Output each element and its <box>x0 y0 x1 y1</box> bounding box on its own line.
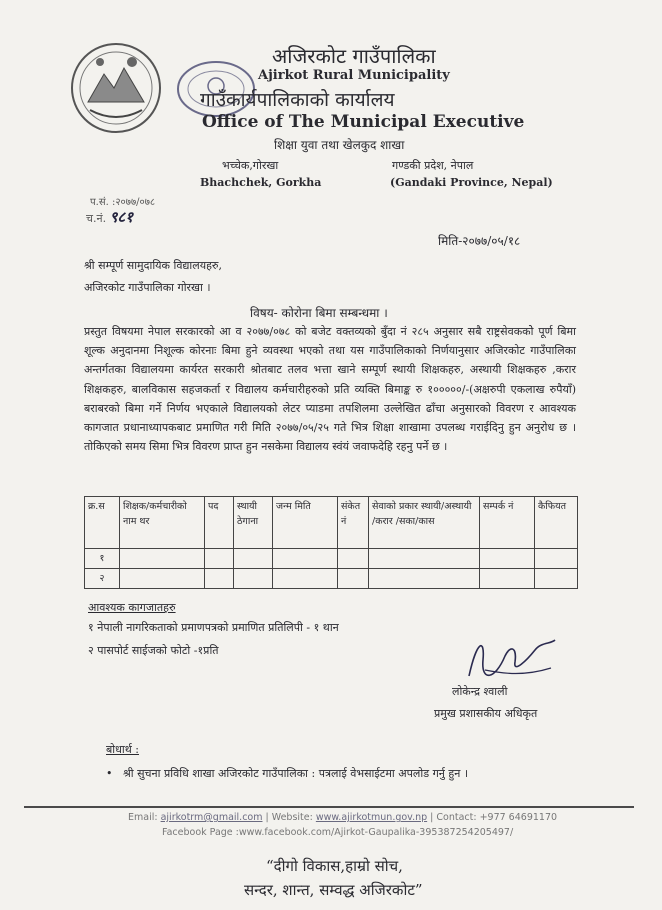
bullet-icon: • <box>106 767 120 780</box>
dispatch-value: ९८१ <box>109 208 133 226</box>
cc-item-text: श्री सुचना प्रविधि शाखा अजिरकोट गाउँपालिका : पत्रलाई वेभसाईटमा अपलोड गर्नु हुन । <box>122 767 468 780</box>
table-cell <box>369 569 480 589</box>
signatory-name: लोकेन्द्र श्वाली <box>452 685 508 698</box>
table-cell <box>205 549 234 569</box>
table-header-cell: संकेत नं <box>338 497 369 549</box>
addressee-line-2: अजिरकोट गाउँपालिका गोरखा । <box>84 281 211 294</box>
table-row <box>85 549 578 569</box>
table-header-cell: जन्म मिति <box>273 497 338 549</box>
municipality-name-en: Ajirkot Rural Municipality <box>258 68 450 83</box>
addressee-line-1: श्री सम्पूर्ण सामुदायिक विद्यालयहरु, <box>84 259 222 272</box>
table-cell <box>338 569 369 589</box>
requirement-item: १ नेपाली नागरिकताको प्रमाणपत्रको प्रमाणित प्रतिलिपी - १ थान <box>88 621 339 634</box>
province-en: (Gandaki Province, Nepal) <box>390 176 553 189</box>
table-header-cell: सम्पर्क नं <box>480 497 535 549</box>
table-header-cell: पद <box>205 497 234 549</box>
table-cell <box>535 569 578 589</box>
location-en: Bhachchek, Gorkha <box>200 176 322 189</box>
department-name: शिक्षा युवा तथा खेलकुद शाखा <box>274 138 405 152</box>
slogan-line-1: “दीगो विकास,हाम्रो सोच, <box>266 857 403 875</box>
table-cell <box>480 569 535 589</box>
dispatch-label: च.नं. <box>86 212 107 225</box>
letter-date: मिति-२०७७/०५/१८ <box>438 234 521 248</box>
municipality-name-np: अजिरकोट गाउँपालिका <box>272 44 436 68</box>
table-cell <box>369 549 480 569</box>
table-header-cell: क्र.स <box>85 497 120 549</box>
location-np: भच्चेक,गोरखा <box>222 159 279 172</box>
signatory-designation: प्रमुख प्रशासकीय अधिकृत <box>434 707 538 720</box>
table-row <box>85 569 578 589</box>
handwritten-signature-icon <box>455 630 565 690</box>
requirement-item: २ पासपोर्ट साईजको फोटो -१प्रति <box>88 644 219 657</box>
table-cell <box>480 549 535 569</box>
cc-item <box>106 766 468 781</box>
website-link[interactable]: www.ajirkotmun.gov.np <box>315 812 428 823</box>
cc-title: बोधार्थ : <box>106 743 139 756</box>
table-cell <box>234 569 273 589</box>
dispatch-number <box>86 207 133 227</box>
table-cell <box>535 549 578 569</box>
details-table <box>84 496 578 589</box>
email-label: Email: <box>128 812 158 823</box>
table-header-cell: कैफियत <box>535 497 578 549</box>
footer-contact-line <box>128 812 557 823</box>
website-label: | Website: <box>265 812 313 823</box>
table-cell <box>273 549 338 569</box>
table-cell <box>120 549 205 569</box>
contact-text: | Contact: +977 64691170 <box>430 812 558 823</box>
facebook-link[interactable]: Facebook Page :www.facebook.com/Ajirkot-Gaupalika-395387254205497/ <box>162 827 514 838</box>
slogan-line-2: सन्दर, शान्त, सम्वद्ध अजिरकोट” <box>244 881 423 899</box>
table-cell: १ <box>85 549 120 569</box>
table-cell <box>273 569 338 589</box>
table-header-cell: स्थायी ठेगाना <box>234 497 273 549</box>
table-header-cell: सेवाको प्रकार स्थायी/अस्थायी /करार /सका/कास <box>369 497 480 549</box>
letter-reference-number: प.सं. :२०७७/०७८ <box>90 197 156 208</box>
table-cell <box>205 569 234 589</box>
office-name-en: Office of The Municipal Executive <box>202 112 525 132</box>
email-link[interactable]: ajirkotrm@gmail.com <box>160 812 263 823</box>
letter-body: प्रस्तुत विषयमा नेपाल सरकारको आ व २०७७/०७८ को बजेट वक्तव्यको बुँदा नं २८५ अनुसार सबै राष्ट्रसेवककोे पूर्ण बिमा शूल्क अनुदानमा निशूल्क कोरनाः बिमा हुने व्यवस्था भएको तथा यस गाउँपालिकाको निर्णयानुसार अजिरकोट गाउँपालिका अन्तर्गतका विद्यालयमा कार्यरत सरकारी श्रोतबाट तलव भत्ता खाने सम्पूर्ण स्थायी शिक्षकहरु, अस्थायी शिक्षकहरु ,करार शिक्षकहरु, बालविकास सहजकर्ता र विद्यालय कर्मचारीहरुको प्रति व्यक्ति बिमाङ्क रु १०००००/-(अक्षरुपी एकलाख रुपैयाँ) बराबरको बिमा गर्ने निर्णय भएकाले विद्यालयको लेटर प्याडमा तपशिलमा उल्लेखित ढाँचा अनुसारको विवरण र आवश्यक कागजात प्रधानाध्यापकबाट प्रमाणित गरी मिति २०७७/०५/२५ गते भित्र शिक्षा शाखामा उपलब्ध गराईदिनु हुन अनुरोध छ । तोकिएको समय सिमा भित्र विवरण प्राप्त हुन नसकेमा विद्यालय स्वंयं जवाफदेहि रहनु पर्ने छ । <box>84 325 576 454</box>
table-cell: २ <box>85 569 120 589</box>
table-cell <box>338 549 369 569</box>
footer-divider <box>24 806 634 808</box>
letter-subject: विषय- कोरोना बिमा सम्बन्धमा । <box>250 306 388 320</box>
table-cell <box>234 549 273 569</box>
office-name-np: गाउँकार्यपालिकाको कार्यालय <box>200 89 395 111</box>
table-cell <box>120 569 205 589</box>
province-np: गण्डकी प्रदेश, नेपाल <box>392 159 474 172</box>
table-header-row <box>85 497 578 549</box>
nepal-emblem-icon <box>68 40 164 136</box>
table-header-cell: शिक्षक/कर्मचारीको नाम थर <box>120 497 205 549</box>
requirements-title: आवश्यक कागजातहरु <box>88 601 176 614</box>
